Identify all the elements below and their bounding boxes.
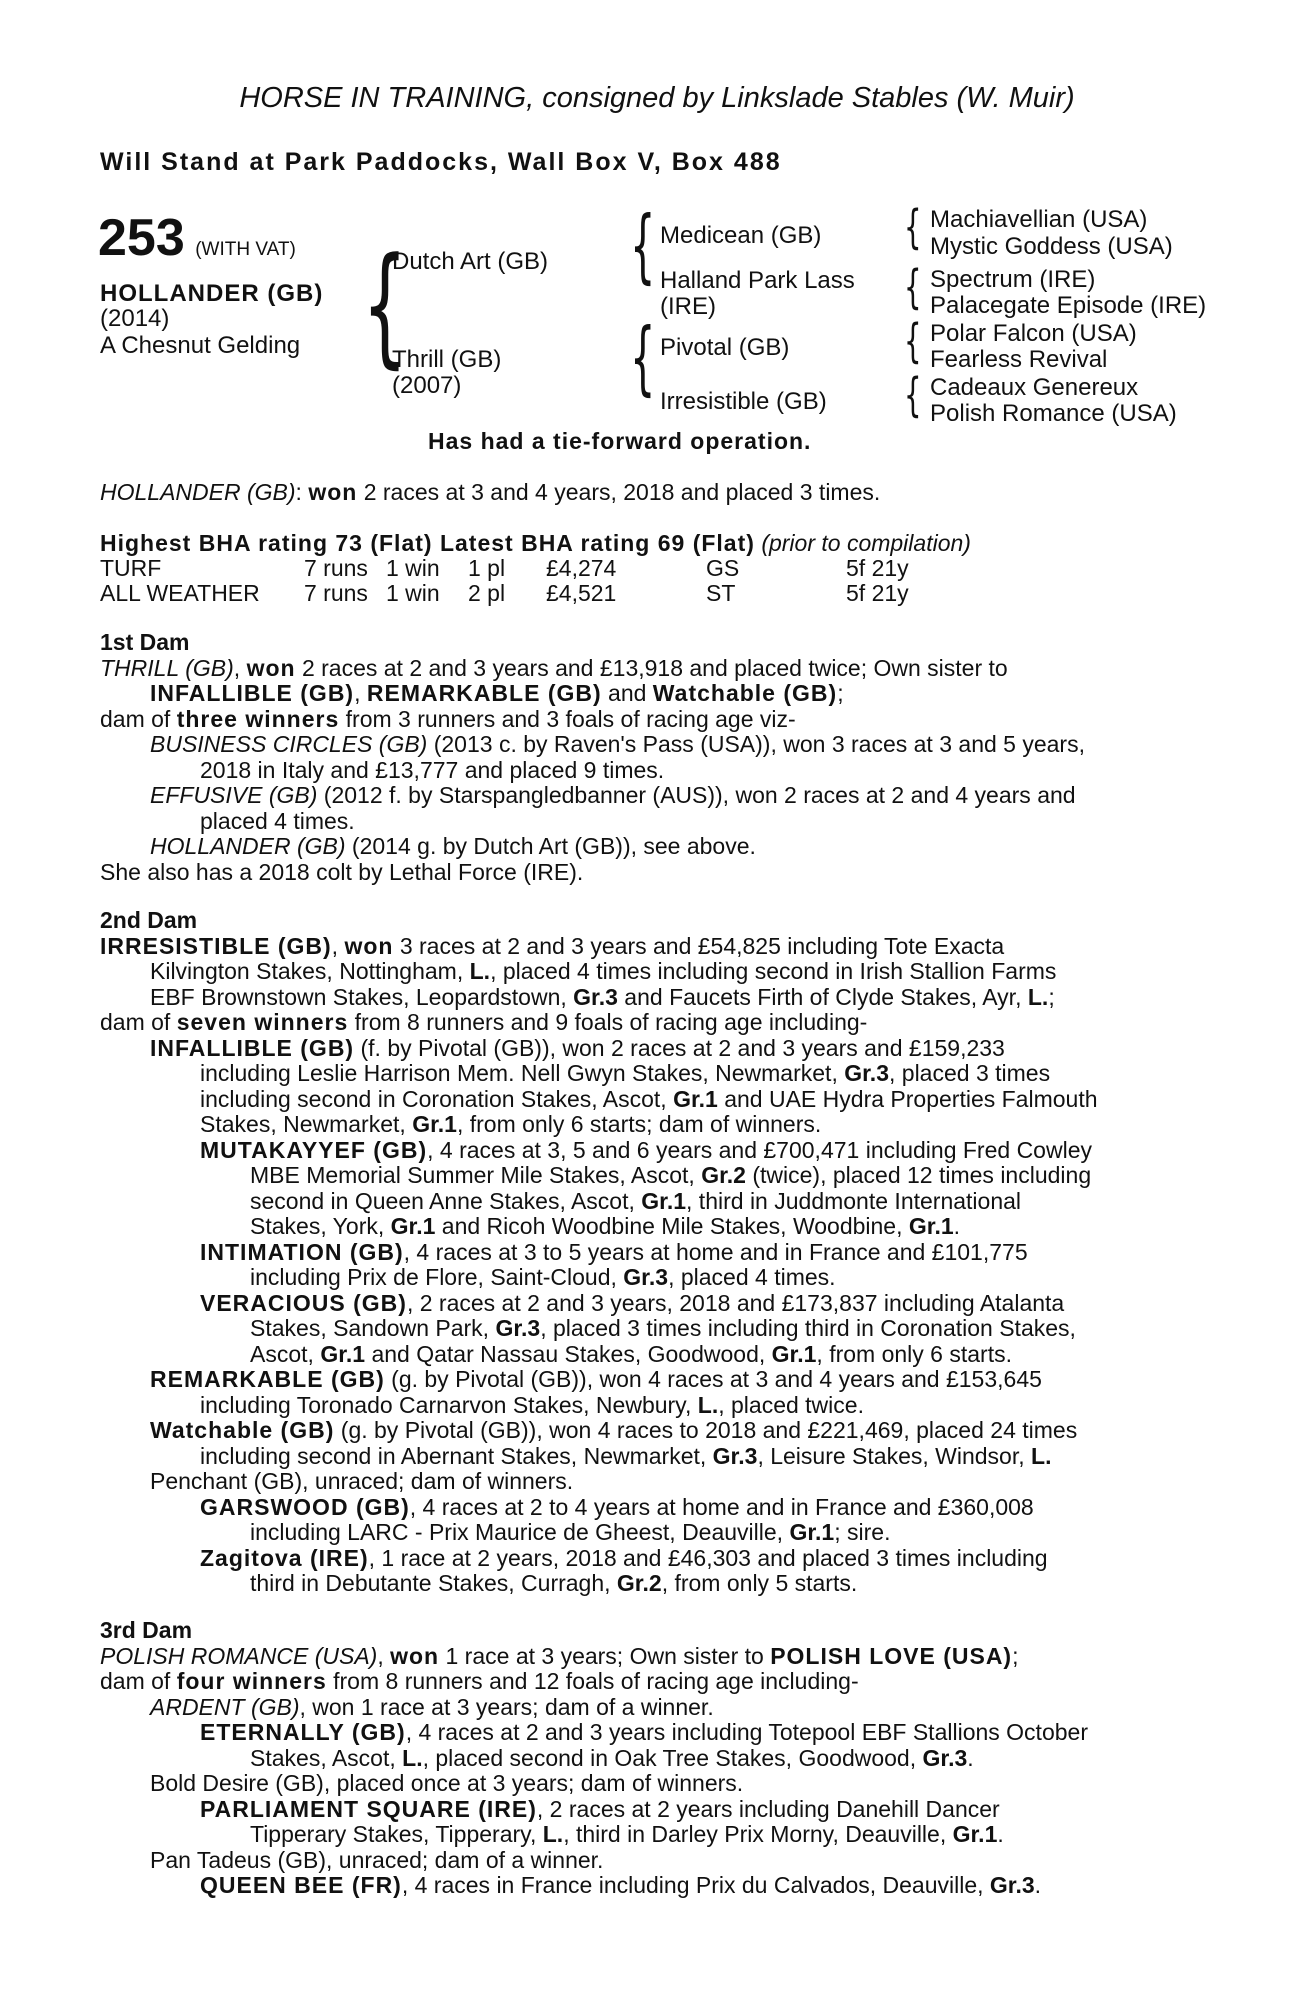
text-line: Bold Desire (GB), placed once at 3 years; dam of winners. bbox=[150, 1770, 744, 1796]
text-line: PARLIAMENT SQUARE (IRE), 2 races at 2 years including Danehill Dancer bbox=[200, 1795, 1000, 1822]
text-line: including second in Abernant Stakes, Newmarket, Gr.3, Leisure Stakes, Windsor, L. bbox=[200, 1442, 1052, 1469]
text-line: Stakes, Ascot, L., placed second in Oak Tree Stakes, Goodwood, Gr.3. bbox=[250, 1744, 974, 1771]
sire-dam: Halland Park Lass bbox=[660, 267, 855, 294]
text-line: 2018 in Italy and £13,777 and placed 9 times. bbox=[200, 756, 665, 783]
text-line: including Leslie Harrison Mem. Nell Gwyn Stakes, Newmarket, Gr.3, placed 3 times bbox=[200, 1060, 1051, 1086]
text-line: QUEEN BEE (FR), 4 races in France including Prix du Calvados, Deauville, Gr.3. bbox=[200, 1872, 1042, 1898]
text-line: placed 4 times. bbox=[200, 807, 355, 834]
horse-name: HOLLANDER (GB) bbox=[100, 280, 324, 307]
sire: Dutch Art (GB) bbox=[392, 248, 549, 275]
sire-sire-dam: Mystic Goddess (USA) bbox=[930, 233, 1173, 260]
text-line: REMARKABLE (GB) (g. by Pivotal (GB)), won 4 races at 3 and 4 years and £153,645 bbox=[150, 1366, 1042, 1392]
text-line: ARDENT (GB), won 1 race at 3 years; dam of a winner. bbox=[150, 1693, 714, 1720]
text-line: BUSINESS CIRCLES (GB) (2013 c. by Raven's Pass (USA)), won 3 races at 3 and 5 years, bbox=[150, 731, 1085, 757]
text-line: MUTAKAYYEF (GB), 4 races at 3, 5 and 6 years and £700,471 including Fred Cowley bbox=[200, 1136, 1092, 1163]
text-line: VERACIOUS (GB), 2 races at 2 and 3 years, 2018 and £173,837 including Atalanta bbox=[200, 1289, 1065, 1316]
sire-dam-country: (IRE) bbox=[660, 293, 716, 320]
text-line: including LARC - Prix Maurice de Gheest, Deauville, Gr.1; sire. bbox=[250, 1519, 891, 1545]
text-line: dam of four winners from 8 runners and 12 foals of racing age including- bbox=[100, 1668, 859, 1694]
section-heading: 3rd Dam bbox=[100, 1617, 193, 1643]
dam-sire-dam: Fearless Revival bbox=[930, 346, 1108, 373]
brace-icon: { bbox=[630, 311, 656, 404]
dam-year: (2007) bbox=[392, 372, 462, 399]
text-line: HOLLANDER (GB) (2014 g. by Dutch Art (GB)), see above. bbox=[150, 833, 756, 859]
text-line: EFFUSIVE (GB) (2012 f. by Starspangledbanner (AUS)), won 2 races at 2 and 4 years and bbox=[150, 782, 1076, 808]
dam-dam: Irresistible (GB) bbox=[660, 388, 827, 415]
text-line: She also has a 2018 colt by Lethal Force (IRE). bbox=[100, 858, 584, 885]
section-heading: 2nd Dam bbox=[100, 907, 198, 933]
horse-year: (2014) bbox=[100, 305, 170, 332]
text-line: dam of seven winners from 8 runners and 9 foals of racing age including- bbox=[100, 1009, 868, 1035]
tie-forward-note: Has had a tie-forward operation. bbox=[428, 428, 812, 454]
sire-sire-sire: Machiavellian (USA) bbox=[930, 206, 1148, 233]
text-line: Tipperary Stakes, Tipperary, L., third in Darley Prix Morny, Deauville, Gr.1. bbox=[250, 1821, 1004, 1847]
vat-label: (WITH VAT) bbox=[195, 239, 296, 260]
text-line: THRILL (GB), won 2 races at 2 and 3 years and £13,918 and placed twice; Own sister to bbox=[100, 654, 1008, 681]
lot-block bbox=[98, 208, 296, 268]
text-line: Penchant (GB), unraced; dam of winners. bbox=[150, 1468, 574, 1494]
text-line: Stakes, Sandown Park, Gr.3, placed 3 times including third in Coronation Stakes, bbox=[250, 1315, 1076, 1341]
text-line: Ascot, Gr.1 and Qatar Nassau Stakes, Goodwood, Gr.1, from only 6 starts. bbox=[250, 1340, 1012, 1367]
dam-sire-sire: Polar Falcon (USA) bbox=[930, 320, 1137, 347]
text-line: GARSWOOD (GB), 4 races at 2 to 4 years at home and in France and £360,008 bbox=[200, 1493, 1034, 1520]
dam-dam-sire: Cadeaux Genereux bbox=[930, 374, 1139, 401]
first-dam-section bbox=[100, 630, 1204, 885]
text-line: including Prix de Flore, Saint-Cloud, Gr.3, placed 4 times. bbox=[250, 1264, 836, 1290]
text-line: Stakes, Newmarket, Gr.1, from only 6 starts; dam of winners. bbox=[200, 1111, 822, 1137]
text-line: Stakes, York, Gr.1 and Ricoh Woodbine Mile Stakes, Woodbine, Gr.1. bbox=[250, 1213, 961, 1239]
brace-icon: { bbox=[630, 199, 656, 292]
text-line: Watchable (GB) (g. by Pivotal (GB)), won 4 races to 2018 and £221,469, placed 24 times bbox=[150, 1417, 1078, 1443]
text-line: Zagitova (IRE), 1 race at 2 years, 2018 and £46,303 and placed 3 times including bbox=[200, 1544, 1048, 1571]
text-line: Pan Tadeus (GB), unraced; dam of a winner. bbox=[150, 1846, 604, 1873]
sire-dam-sire: Spectrum (IRE) bbox=[930, 266, 1096, 293]
text-line: including Toronado Carnarvon Stakes, Newbury, L., placed twice. bbox=[200, 1391, 864, 1418]
text-line: including second in Coronation Stakes, Ascot, Gr.1 and UAE Hydra Properties Falmouth bbox=[200, 1085, 1098, 1112]
text-line: INFALLIBLE (GB), REMARKABLE (GB) and Watchable (GB); bbox=[150, 680, 844, 706]
dam: Thrill (GB) bbox=[392, 346, 502, 373]
text-line: Kilvington Stakes, Nottingham, L., placed 4 times including second in Irish Stallion Farms bbox=[150, 958, 1057, 984]
text-line: MBE Memorial Summer Mile Stakes, Ascot, Gr.2 (twice), placed 12 times including bbox=[250, 1162, 1092, 1188]
third-dam-section bbox=[100, 1618, 1204, 1899]
second-dam-section bbox=[100, 908, 1204, 1597]
text-line: second in Queen Anne Stakes, Ascot, Gr.1, third in Juddmonte International bbox=[250, 1187, 1022, 1214]
sire-dam-dam: Palacegate Episode (IRE) bbox=[930, 292, 1207, 319]
section-heading: 1st Dam bbox=[100, 629, 190, 655]
brace-icon: { bbox=[904, 368, 922, 422]
dam-sire: Pivotal (GB) bbox=[660, 334, 790, 361]
text-line: IRRESISTIBLE (GB), won 3 races at 2 and 3 years and £54,825 including Tote Exacta bbox=[100, 932, 1005, 959]
brace-icon: { bbox=[904, 260, 922, 314]
brace-icon: { bbox=[362, 229, 408, 381]
text-line: POLISH ROMANCE (USA), won 1 race at 3 years; Own sister to POLISH LOVE (USA); bbox=[100, 1642, 1019, 1669]
horse-description: A Chesnut Gelding bbox=[100, 332, 301, 359]
text-line: third in Debutante Stakes, Curragh, Gr.2, from only 5 starts. bbox=[250, 1570, 858, 1596]
text-line: dam of three winners from 3 runners and 3 foals of racing age viz- bbox=[100, 705, 796, 732]
text-line: INFALLIBLE (GB) (f. by Pivotal (GB)), won 2 races at 2 and 3 years and £159,233 bbox=[150, 1034, 1005, 1061]
bha-rating: Highest BHA rating 73 (Flat) Latest BHA rating 69 (Flat) (prior to compilation) bbox=[100, 530, 971, 556]
text-line: INTIMATION (GB), 4 races at 3 to 5 years at home and in France and £101,775 bbox=[200, 1238, 1028, 1265]
page-title: HORSE IN TRAINING, consigned by Linkslade Stables (W. Muir) bbox=[239, 82, 1075, 114]
dam-dam-dam: Polish Romance (USA) bbox=[930, 400, 1177, 427]
text-line: ETERNALLY (GB), 4 races at 2 and 3 years including Totepool EBF Stallions October bbox=[200, 1719, 1088, 1745]
location-line: Will Stand at Park Paddocks, Wall Box V, Box 488 bbox=[100, 148, 782, 176]
sire-sire: Medicean (GB) bbox=[660, 222, 822, 249]
text-line: EBF Brownstown Stakes, Leopardstown, Gr.3 and Faucets Firth of Clyde Stakes, Ayr, L.; bbox=[150, 983, 1055, 1010]
brace-icon: { bbox=[904, 200, 922, 254]
race-summary: HOLLANDER (GB): won 2 races at 3 and 4 years, 2018 and placed 3 times. bbox=[100, 479, 881, 505]
brace-icon: { bbox=[904, 314, 922, 368]
lot-number: 253 bbox=[98, 209, 185, 267]
